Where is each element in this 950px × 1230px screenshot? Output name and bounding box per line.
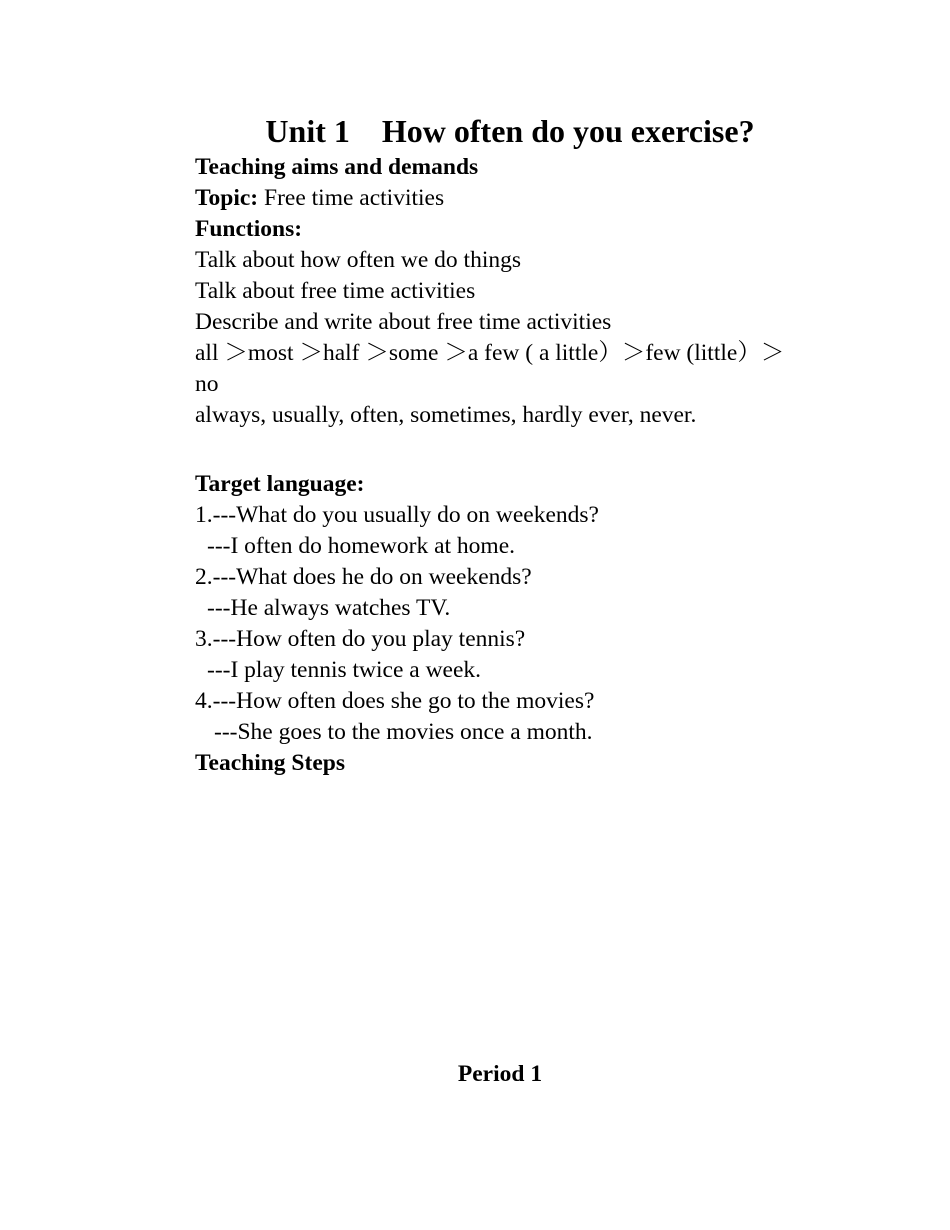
function-item: Talk about free time activities xyxy=(195,278,476,304)
target-answer: ---I often do homework at home. xyxy=(207,533,516,559)
period-label: Period 1 xyxy=(457,1061,543,1087)
topic-label: Topic: xyxy=(195,185,259,211)
topic-value: Free time activities xyxy=(258,185,445,211)
target-language-heading: Target language: xyxy=(195,471,365,497)
functions-heading: Functions: xyxy=(195,216,303,242)
quantity-scale: all ＞most ＞half ＞some ＞a few ( a little）＞few (little）＞ no xyxy=(195,340,785,397)
frequency-adverbs: always, usually, often, sometimes, hardly ever, never. xyxy=(195,402,697,428)
target-question: 1.---What do you usually do on weekends? xyxy=(195,502,599,528)
document-title: Unit 1 How often do you exercise? xyxy=(265,113,755,149)
target-question: 4.---How often does she go to the movies? xyxy=(195,688,595,714)
spacer xyxy=(195,431,810,469)
document-body xyxy=(195,152,810,779)
target-question: 2.---What does he do on weekends? xyxy=(195,564,532,590)
target-answer: ---I play tennis twice a week. xyxy=(207,657,482,683)
aims-heading: Teaching aims and demands xyxy=(195,154,479,180)
target-answer: ---She goes to the movies once a month. xyxy=(214,719,593,745)
target-question: 3.---How often do you play tennis? xyxy=(195,626,526,652)
teaching-steps-heading: Teaching Steps xyxy=(195,750,345,776)
target-answer: ---He always watches TV. xyxy=(207,595,451,621)
function-item: Describe and write about free time activities xyxy=(195,309,612,335)
topic-line xyxy=(195,183,810,214)
function-item: Talk about how often we do things xyxy=(195,247,521,273)
